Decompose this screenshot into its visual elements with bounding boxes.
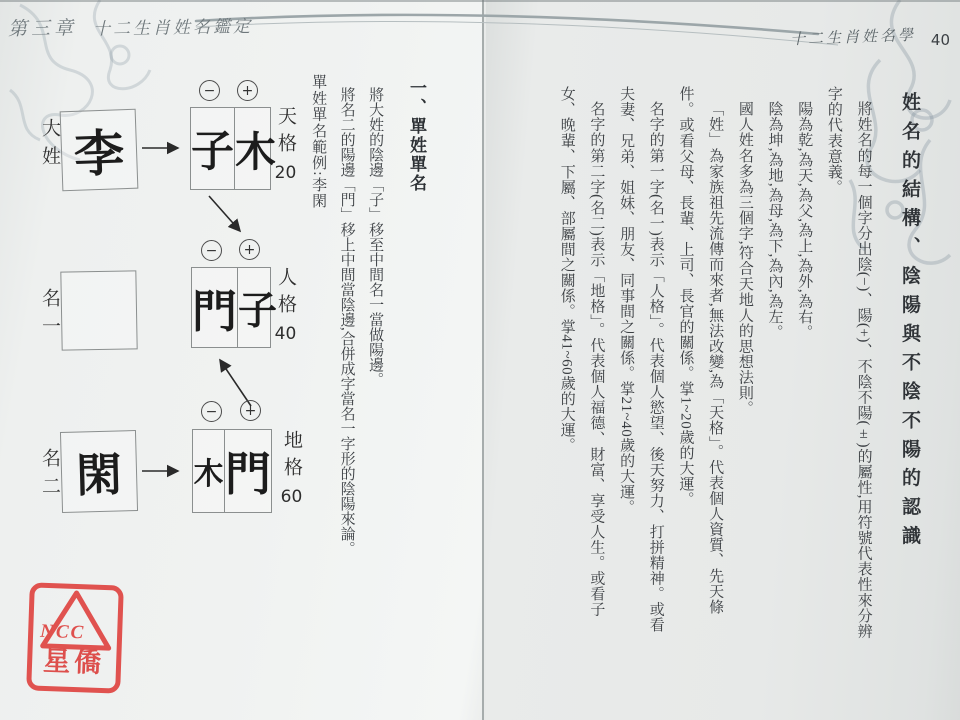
grid-name-tiange: 天格 <box>275 106 296 160</box>
grid-value-dige: 60 <box>280 487 303 508</box>
body-paragraph: 陽為乾,為天,為父,為上,為外,為右。 <box>796 101 813 340</box>
grid-name-renge: 人格 <box>275 267 296 321</box>
position-label-name1: 名一 <box>39 288 60 344</box>
grid-tag-renge <box>272 267 299 344</box>
plus-badge-row2: + <box>239 239 260 260</box>
running-title: 十二生肖姓名學 <box>789 27 917 49</box>
publisher-stamp <box>26 582 124 693</box>
body-paragraph: 國人姓名多為三個字,符合天地人的思想法則。 <box>736 101 753 416</box>
chapter-number: 第三章 <box>7 17 78 41</box>
right-page-text <box>522 86 924 642</box>
page-number: 40 <box>930 31 950 49</box>
split-box-tiange <box>190 107 276 190</box>
stamp-acronym: NCC <box>39 620 86 644</box>
document-title: 姓名的結構、陰陽與不陰不陽的認識 <box>899 91 920 554</box>
grid-value-tiange: 20 <box>274 163 297 184</box>
plus-badge-row1: + <box>237 80 258 101</box>
split-left-char-row2: 門 <box>192 287 238 337</box>
chapter-title: 十二生肖姓名鑑定 <box>92 16 254 39</box>
section-heading: 一、單姓單名 <box>407 78 426 194</box>
minus-badge-row3: − <box>201 401 222 422</box>
body-paragraph: 「姓」為家族祖先流傳而來者,無法改變,為「天格」。代表個人資質、先天條件。或看父母、長輩、上司、長官的關係。掌1~20歲的大運。 <box>677 86 724 615</box>
grid-tag-tiange <box>272 106 299 183</box>
minus-badge-row1: − <box>199 80 220 101</box>
grid-value-renge: 40 <box>274 324 297 345</box>
body-paragraph: 名字的第一字(名一)表示「人格」。代表個人慾望、後天努力、打拼精神。或看夫妻、兄弟、姐妹、朋友、同事間之關係。掌21~40歲的大運。 <box>618 86 664 633</box>
right-page <box>486 0 960 720</box>
plus-badge-row3: + <box>240 400 261 421</box>
position-label-surname: 大姓 <box>39 118 60 174</box>
split-left-char-row3: 木 <box>193 458 224 491</box>
name2-char: 閑 <box>75 448 123 502</box>
body-paragraph: 名字的第二字(名二)表示「地格」。代表個人福德、財富、享受人生。或看子女、晚輩、下屬、部屬間之關係。掌41~60歲的大運。 <box>558 86 605 617</box>
split-right-char-row3: 門 <box>225 449 271 500</box>
split-box-dige <box>192 429 272 513</box>
grid-name-dige: 地格 <box>281 430 302 484</box>
left-page-text <box>298 72 430 628</box>
name1-char-box-empty <box>60 270 137 350</box>
surname-char: 李 <box>73 125 126 183</box>
body-paragraph: 將大姓的陰邊「子」移至中間名一當做陽邊。 <box>367 87 384 387</box>
example-caption: 單姓單名範例:李閑 <box>310 73 327 209</box>
body-paragraph: 將姓名的每一個字分出陰(−)、陽(+)、不陰不陽(±)的屬性,用符號代表性來分辨字的代表意義。 <box>825 86 872 639</box>
chapter-header <box>8 10 253 41</box>
photo-top-edge <box>0 0 960 2</box>
body-paragraph: 將名二的陽邊「門」移上中間當陰邊,合併成字當名一字形的陰陽來論。 <box>338 87 355 556</box>
split-right-char-row2: 子 <box>238 289 278 333</box>
name2-char-box <box>60 430 138 513</box>
surname-char-box <box>60 109 139 192</box>
stamp-name: 星僑 <box>42 645 106 679</box>
split-left-char-row1: 子 <box>191 129 234 176</box>
minus-badge-row2: − <box>201 240 222 261</box>
position-label-name2: 名二 <box>39 448 60 504</box>
split-box-renge <box>191 267 278 348</box>
split-right-char-row1: 木 <box>235 129 276 175</box>
body-paragraph: 陰為坤,為地,為母,為下,為內,為左。 <box>766 101 783 340</box>
